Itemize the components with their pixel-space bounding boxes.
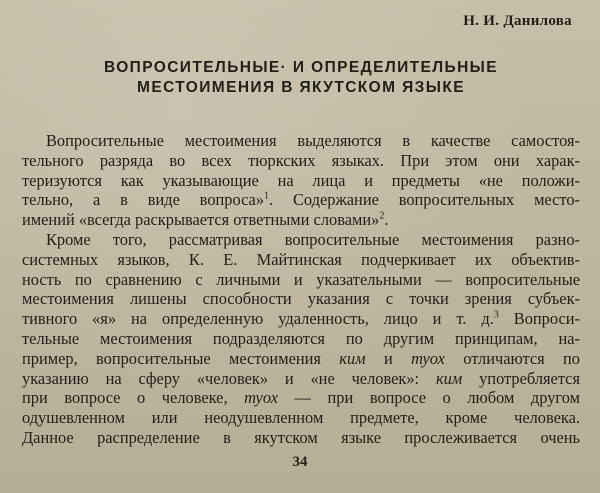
text-fragment: при вопросе о человеке, (22, 388, 245, 408)
article-title-line-1: ВОПРОСИТЕЛЬНЫЕ· И ОПРЕДЕЛИТЕЛЬНЫЕ (104, 59, 498, 76)
text-line: тельного разряда во всех тюркских языках. При этом они харак- (22, 150, 580, 170)
text-line: Кроме того, рассматривая вопросительные местоимения разно- (46, 229, 580, 249)
text-fragment: имений «всегда раскрывается ответными словами» (22, 210, 380, 230)
text-line: местоимения лишены способности указания с точки зрения субъек- (22, 289, 580, 309)
page-number: 34 (292, 454, 308, 470)
text-line (22, 369, 580, 389)
text-fragment: употребляется (462, 368, 580, 388)
text-fragment: и (365, 348, 412, 368)
footnote-marker: 1 (264, 190, 270, 202)
text-line (22, 388, 580, 408)
author-name: Н. И. Данилова (463, 13, 572, 29)
text-fragment: — при вопросе о любом другом (277, 388, 580, 408)
footnote-marker: 2 (379, 210, 385, 222)
text-line: одушевленном или неодушевленном предмете, кроме человека. (22, 408, 580, 428)
text-line (22, 349, 580, 369)
article-title (22, 58, 580, 98)
text-fragment: тивного «я» на определенную удаленность, лицо и т. д. (22, 309, 494, 329)
italic-term: ким (339, 348, 366, 368)
text-fragment: Вопроси- (498, 309, 580, 329)
text-line: ность по сравнению с личными и указательными — вопросительные (22, 269, 580, 289)
text-fragment: указанию на сферу «человек» и «не человек»: (22, 368, 436, 388)
article-body (22, 131, 580, 448)
article-title-line-2: МЕСТОИМЕНИЯ В ЯКУТСКОМ ЯЗЫКЕ (137, 79, 465, 96)
italic-term: туох (411, 348, 445, 368)
text-fragment: тельно, а в виде вопроса» (22, 190, 265, 210)
italic-term: туох (244, 388, 278, 408)
text-line (22, 210, 580, 230)
text-line: Вопросительные местоимения выделяются в качестве самостоя- (46, 131, 580, 150)
italic-term: ким (435, 368, 463, 388)
text-line (22, 190, 580, 210)
text-line: Данное распределение в якутском языке прослеживается очень (22, 427, 580, 447)
text-line: системных языков, К. Е. Майтинская подчеркивает их объектив- (22, 249, 580, 269)
text-fragment: отличаются по (444, 348, 580, 368)
text-fragment: . (384, 210, 389, 230)
text-fragment: . Содержание вопросительных место- (269, 190, 580, 210)
text-line (22, 309, 580, 329)
footnote-marker: 3 (493, 309, 499, 321)
text-line: тельные местоимения подразделяются по другим принципам, на- (22, 328, 580, 348)
text-line: теризуются как указывающие на лица и предметы «не положи- (22, 170, 580, 190)
text-fragment: пример, вопросительные местоимения (22, 348, 340, 368)
